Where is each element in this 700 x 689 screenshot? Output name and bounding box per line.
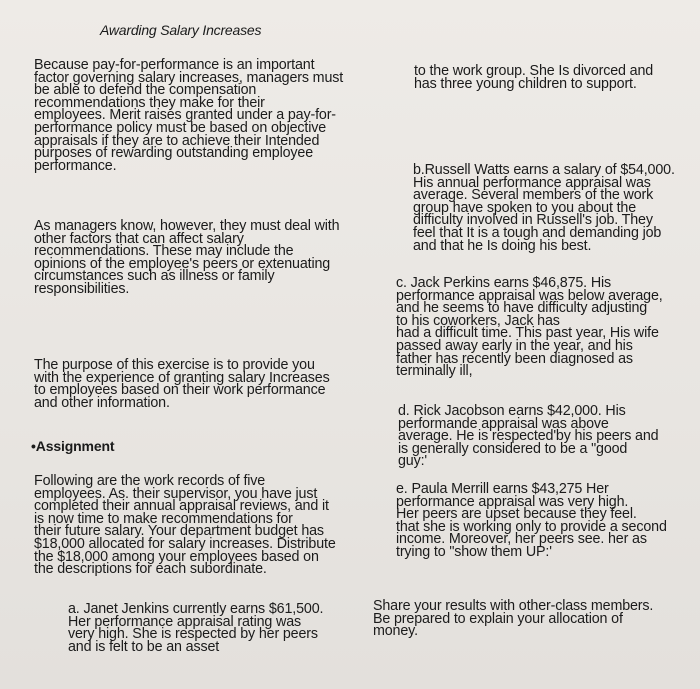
item-text: e. Paula Merrill earns $43,275 Her performance appraisal was very high. Her peers are upset because they feel. that she is working only to provide a second income. Moreover, her peers see. her as trying to "show them UP:' [396,481,667,560]
page-title: Awarding Salary Increases [100,22,262,38]
paragraph-text: to the work group. She Is divorced and has three young children to support. [414,63,654,92]
paragraph-text: Share your results with other-class members. Be prepared to explain your allocation of money. [373,598,654,640]
paragraph-text: As managers know, however, they must deal with other factors that can affect salary recommendations. These may include the opinions of the employee's peers or extenuating circumstances such as illness or family responsibilities. [34,218,340,297]
paragraph-work-records [34,475,364,576]
paragraph-text: Because pay-for-performance is an important factor governing salary increases, managers must be able to defend the compensation recommendations they make for their employees. Merit raises granted under a pay-for- performance policy must be based on objective appraisals if they are to achieve their Intended purposes of rewarding outstanding employee performance. [34,57,344,174]
employee-item-e [396,483,696,559]
employee-item-b [413,164,698,252]
paragraph-purpose [34,359,364,409]
item-text: b.Russell Watts earns a salary of $54,000. His annual performance appraisal was average. Several members of the work group have spoken to you about the difficulty involved in Russell's job. They feel that It is a tough and demanding job and that he Is doing his best. [413,162,675,254]
paragraph-text: The purpose of this exercise is to provide you with the experience of granting salary Increases to employees based on their work performance and other information. [34,357,330,411]
assignment-heading: •Assignment [31,438,115,454]
item-text: a. Janet Jenkins currently earns $61,500. Her performance appraisal rating was very high. She is respected by her peers and is felt to be an asset [68,601,324,655]
item-text: d. Rick Jacobson earns $42,000. His performande appraisal was above average. He is respected'by his peers and is generally considered to be a "good guy:' [398,403,659,470]
item-a-continued [414,65,700,90]
paragraph-other-factors [34,220,364,296]
item-text: c. Jack Perkins earns $46,875. His performance appraisal was below average, and he seems to have difficulty adjusting to his coworkers, Jack has had a difficult time. This past year, His wife passed away early in the year, and his father has recently been diagnosed as terminally ill, [396,275,663,380]
paragraph-text: Following are the work records of five employees. As. their supervisor, you have just completed their annual appraisal reviews, and it is now time to make recommendations for their future salary. Your department budget has $18,000 allocated for salary increases. Distribute the $18,000 among your employees based on the descriptions for each subordinate. [34,473,336,578]
employee-item-a [68,603,368,653]
paragraph-pay-for-performance [34,59,364,172]
closing-paragraph [373,600,693,638]
employee-item-d [398,405,698,468]
employee-item-c [396,277,696,378]
